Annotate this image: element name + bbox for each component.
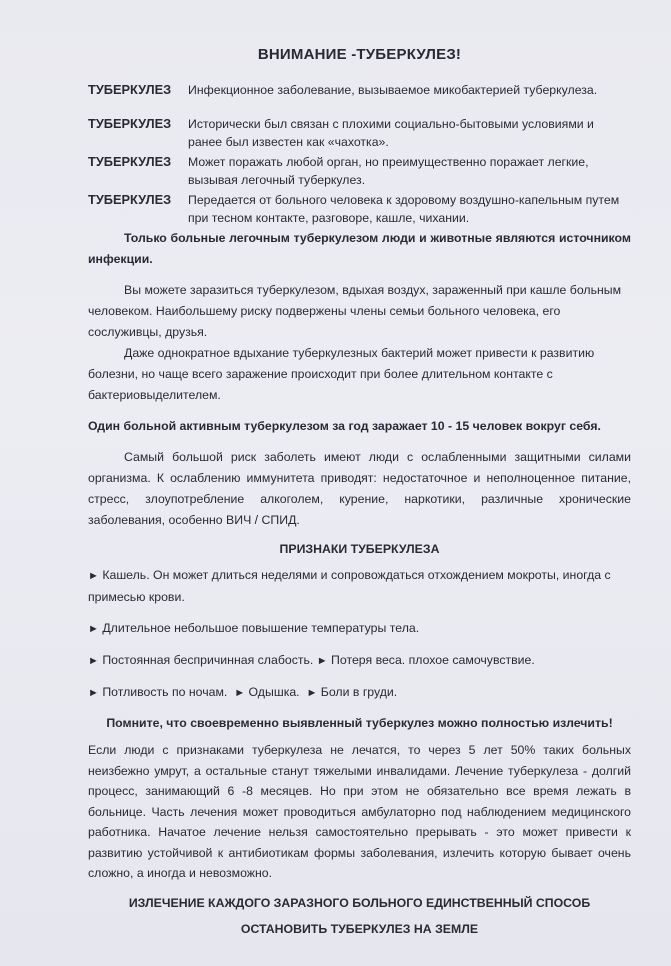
term-row-1 [88,81,631,99]
arrow-icon: ► [306,687,318,699]
term-label: ТУБЕРКУЛЕЗ [88,154,172,169]
sign-cough [88,565,631,608]
term-row-4 [88,191,631,227]
sign-text: Одышка. [248,685,300,699]
term-description: Передается от больного человека к здоровому воздушно-капельным путем при тесном контакте, разговоре, кашле, чихании. [188,193,620,225]
term-description: Инфекционное заболевание, вызываемое микобактерией туберкулеза. [188,83,598,97]
sign-fever [88,618,631,640]
arrow-icon: ► [88,570,99,582]
sign-sweat-breath-chest [88,682,631,704]
spread-statement: Один больной активным туберкулезом за год заражает 10 - 15 человек вокруг себя. [88,419,601,433]
sign-text: Потливость по ночам. [102,685,228,699]
term-row-2 [88,115,631,151]
term-label: ТУБЕРКУЛЕЗ [88,192,172,207]
term-label: ТУБЕРКУЛЕЗ [88,82,172,97]
arrow-icon: ► [234,687,246,699]
sign-text: Постоянная беспричинная слабость. [102,653,314,667]
treatment-paragraph: Если люди с признаками туберкулеза не лечатся, то через 5 лет 50% таких больных неизбежно умрут, а остальные станут тяжелыми инвалидами. Лечение туберкулеза - долгий процесс, занимающий 6 -8 месяцев. Но при этом не обязательно все время лежать в больнице. Часть лечения может проводиться амбулаторно под наблюдением медицинского работника. Начатое лечение нельзя самостоятельно прерывать - это может привести к развитию устойчивой к антибиотикам формы заболевания, излечить которую бывает очень сложно, а иногда и невозможно. [88,743,631,880]
signs-heading: ПРИЗНАКИ ТУБЕРКУЛЕЗА [279,542,440,556]
arrow-icon: ► [316,655,328,667]
arrow-icon: ► [88,655,99,667]
term-description: Может поражать любой орган, но преимущественно поражает легкие, вызывая легочный туберкулез. [188,155,589,187]
sign-text: Кашель. Он может длиться неделями и сопровождаться отхождением мокроты, иногда с примесью крови. [88,568,611,604]
sign-text: Боли в груди. [320,685,398,699]
page-title: ВНИМАНИЕ -ТУБЕРКУЛЕЗ! [257,46,462,63]
arrow-icon: ► [88,687,99,699]
infection-paragraph-2: Даже однократное вдыхание туберкулезных бактерий может привести к развитию болезни, но чаще всего заражение происходит при более длительном контакте с бактериовыделителем. [88,346,595,402]
closing-line-1: ИЗЛЕЧЕНИЕ КАЖДОГО ЗАРАЗНОГО БОЛЬНОГО ЕДИНСТВЕННЫЙ СПОСОБ [128,895,591,910]
term-row-3 [88,153,631,189]
reminder: Помните, что своевременно выявленный туберкулез можно полностью излечить! [106,716,613,730]
infection-paragraph-1: Вы можете заразиться туберкулезом, вдыхая воздух, зараженный при кашле больным человеком. Наибольшему риску подвержены члены семьи больного человека, его сослуживцы, друзья. [88,283,622,339]
term-label: ТУБЕРКУЛЕЗ [88,116,172,131]
source-statement: Только больные легочным туберкулезом люди и животные являются источником инфекции. [88,231,631,266]
sign-text: Длительное небольшое повышение температуры тела. [102,621,420,635]
sign-text: Потеря веса. плохое самочувствие. [331,653,535,667]
term-description: Исторически был связан с плохими социально-бытовыми условиями и ранее был известен как «чахотка». [188,117,594,149]
sign-weakness-weight [88,650,631,672]
closing-line-2: ОСТАНОВИТЬ ТУБЕРКУЛЕЗ НА ЗЕМЛЕ [240,921,479,936]
arrow-icon: ► [88,623,99,635]
risk-paragraph: Самый большой риск заболеть имеют люди с ослабленными защитными силами организма. К ослаблению иммунитета приводят: недостаточное и неполноценное питание, стресс, злоупотребление алкоголем, курение, наркотики, различные хронические заболевания, особенно ВИЧ / СПИД. [88,450,631,527]
